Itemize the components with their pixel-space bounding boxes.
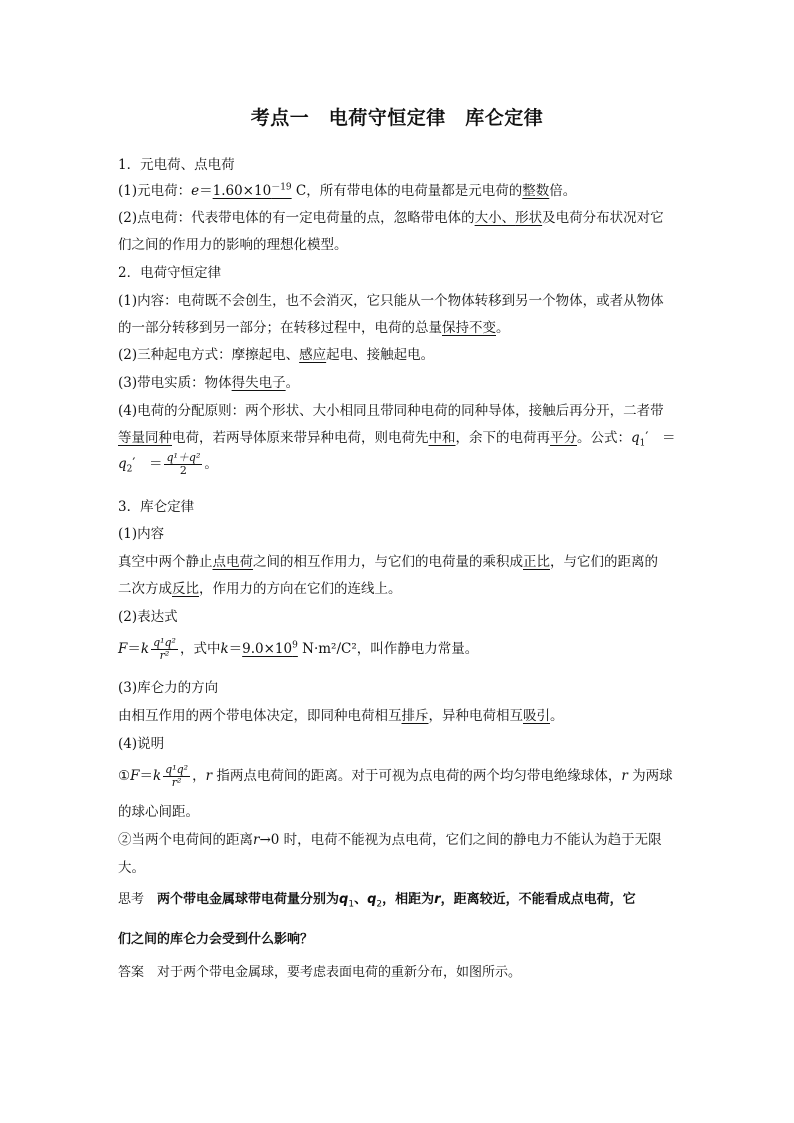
text: ，余下的电荷再 [455, 430, 550, 446]
text: (2)点电荷：代表带电体的有一定电荷量的点，忽略带电体的 [118, 210, 475, 226]
text: ，式中 [179, 641, 221, 657]
paragraph-conservation-cont [118, 318, 678, 338]
symbol-e: e [191, 183, 200, 199]
text: 真空中两个静止 [118, 554, 213, 570]
paragraph-distribution: (4)电荷的分配原则：两个形状、大小相同且带同种电荷的同种导体，接触后再分开，二者带 [118, 403, 664, 419]
symbol-q: q [367, 892, 377, 907]
numerator: q¹q² [165, 763, 189, 776]
fraction [151, 637, 178, 662]
paragraph-elementary-charge [118, 181, 678, 201]
think-label: 思考 [118, 892, 145, 907]
underlined-text: 中和 [428, 430, 456, 446]
text: ① [118, 768, 131, 784]
subscript: 1 [348, 899, 355, 910]
denominator: r² [159, 649, 170, 662]
underlined-text: 等量同种 [118, 430, 172, 446]
subheading-content: (1)内容 [118, 526, 165, 542]
text: 倍。 [549, 183, 577, 199]
text: (1)元电荷： [118, 183, 192, 199]
numerator: q¹q² [153, 636, 176, 649]
fraction [163, 764, 190, 789]
paragraph-charging-methods [118, 345, 678, 365]
text: ，叫作静电力常量。 [356, 641, 479, 657]
subscript: 2 [126, 464, 133, 475]
text: ＝ [139, 768, 153, 784]
paragraph-coulomb-content-cont [118, 579, 678, 599]
denominator: 2 [179, 464, 187, 477]
answer [118, 963, 678, 983]
paragraph-direction [118, 706, 678, 726]
paragraph-point-charge [118, 208, 678, 228]
text: ＝ [127, 641, 141, 657]
symbol-q: q [631, 430, 640, 446]
formula-distribution [118, 452, 678, 477]
text: 之间的相互作用力，与它们的电荷量的乘积成 [253, 554, 523, 570]
symbol-r: r [434, 892, 441, 907]
exponent: －19 [271, 182, 292, 193]
paragraph-distribution-cont [118, 428, 678, 448]
text: 两个带电金属球带电荷量分别为 [157, 892, 340, 907]
text: ，异种电荷相互 [428, 708, 523, 724]
text: 及电荷分布状况对它 [542, 210, 664, 226]
numerator: q¹＋q² [166, 451, 201, 464]
text: 由相互作用的两个带电体决定，即同种电荷相互 [118, 708, 402, 724]
symbol-k: k [152, 768, 162, 784]
think-question-cont: 们之间的库仑力会受到什么影响？ [118, 932, 314, 947]
text: 指两点电荷间的距离。对于可视为点电荷的两个均匀带电绝缘球体， [212, 768, 622, 784]
underlined-text [475, 210, 543, 226]
symbol-F: F [130, 768, 140, 784]
subheading-direction: (3)库仑力的方向 [118, 680, 219, 696]
underlined-text: 整数 [522, 183, 550, 199]
underlined-text: 吸引 [523, 708, 550, 724]
underlined-text: 得失电子 [231, 375, 286, 391]
text: 的一部分转移到另一部分；在转移过程中，电荷的总量 [118, 320, 442, 336]
section-2-heading: 2．电荷守恒定律 [118, 265, 222, 281]
text: 。 [550, 708, 564, 724]
underlined-text: 感应 [299, 347, 327, 363]
text: 电荷，若两导体原来带异种电荷，则电荷先 [172, 430, 429, 446]
text: (3)带电实质：物体 [118, 375, 232, 391]
paragraph-coulomb-content [118, 552, 678, 572]
value: 9.0×10 [242, 641, 293, 657]
underlined-text: 正比 [523, 554, 550, 570]
text: 起电、接触起电。 [326, 347, 435, 363]
note-2 [118, 830, 678, 850]
text: ′ ＝ [645, 430, 676, 446]
underlined-text: 排斥 [401, 708, 429, 724]
symbol-F: F [118, 641, 128, 657]
value: 1.60×10 [212, 183, 272, 199]
text: C，所有带电体的电荷量都是元电荷的 [291, 183, 523, 199]
underlined-value [213, 183, 292, 199]
text: 。 [496, 320, 510, 336]
symbol-r: r [253, 832, 260, 848]
text: ′ ＝ [132, 456, 163, 472]
answer-label: 答案 [118, 965, 145, 980]
text: ②当两个电荷间的距离 [118, 832, 253, 848]
section-1-heading: 1．元电荷、点电荷 [118, 157, 235, 173]
subheading-notes: (4)说明 [118, 736, 165, 752]
text: 。 [285, 375, 300, 391]
subscript: 2 [376, 899, 383, 910]
fraction [164, 452, 202, 477]
text: (2)三种起电方式：摩擦起电、 [118, 347, 300, 363]
text: 。公式： [577, 430, 631, 446]
exponent: 9 [292, 640, 298, 651]
symbol-k: k [220, 641, 229, 657]
subscript: 1 [639, 438, 646, 449]
think-question [118, 890, 678, 910]
text: →0 时，电荷不能视为点电荷，它们之间的静电力不能认为趋于无限 [259, 832, 662, 848]
subheading-expression: (2)表达式 [118, 609, 178, 625]
text: 二次方成 [118, 581, 172, 597]
symbol-q: q [118, 456, 127, 472]
paragraph-conservation: (1)内容：电荷既不会创生，也不会消灭，它只能从一个物体转移到另一个物体，或者从物体 [118, 293, 664, 309]
text: ，距离较近，不能看成点电荷，它 [440, 892, 636, 907]
formula-coulomb [118, 637, 678, 662]
underlined-value [242, 641, 298, 657]
text: ＝ [199, 183, 213, 199]
underlined-text: 反比 [172, 581, 199, 597]
text: 大小 [474, 210, 502, 226]
text: 形状 [515, 210, 543, 226]
underlined-text: 保持不变 [442, 320, 496, 336]
symbol-r: r [621, 768, 628, 784]
note-2-cont: 大。 [118, 860, 145, 876]
note-1 [118, 764, 678, 789]
paragraph-point-charge-cont: 们之间的作用力的影响的理想化模型。 [118, 237, 348, 253]
paragraph-charging-essence [118, 373, 678, 393]
text: 、 [354, 892, 368, 907]
symbol-q: q [339, 892, 349, 907]
text: 为两球 [627, 768, 673, 784]
underlined-text: 平分 [550, 430, 577, 446]
unit: N·m²/C² [297, 641, 357, 657]
section-3-heading: 3．库仑定律 [118, 499, 195, 515]
text: ，与它们的距离的 [550, 554, 658, 570]
note-1-cont: 的球心间距。 [118, 804, 199, 820]
text: ，作用力的方向在它们的连线上。 [199, 581, 402, 597]
symbol-r: r [205, 768, 213, 784]
underlined-text: 点电荷 [212, 554, 253, 570]
text: ＝ [228, 641, 243, 657]
text: 。 [204, 456, 218, 472]
symbol-k: k [140, 641, 150, 657]
text: ，相距为 [382, 892, 435, 907]
page-title: 考点一 电荷守恒定律 库仑定律 [250, 107, 544, 129]
text: ， [192, 768, 206, 784]
text: 、 [501, 210, 516, 226]
answer-text: 对于两个带电金属球，要考虑表面电荷的重新分布，如图所示。 [157, 965, 522, 980]
denominator: r² [171, 776, 182, 789]
